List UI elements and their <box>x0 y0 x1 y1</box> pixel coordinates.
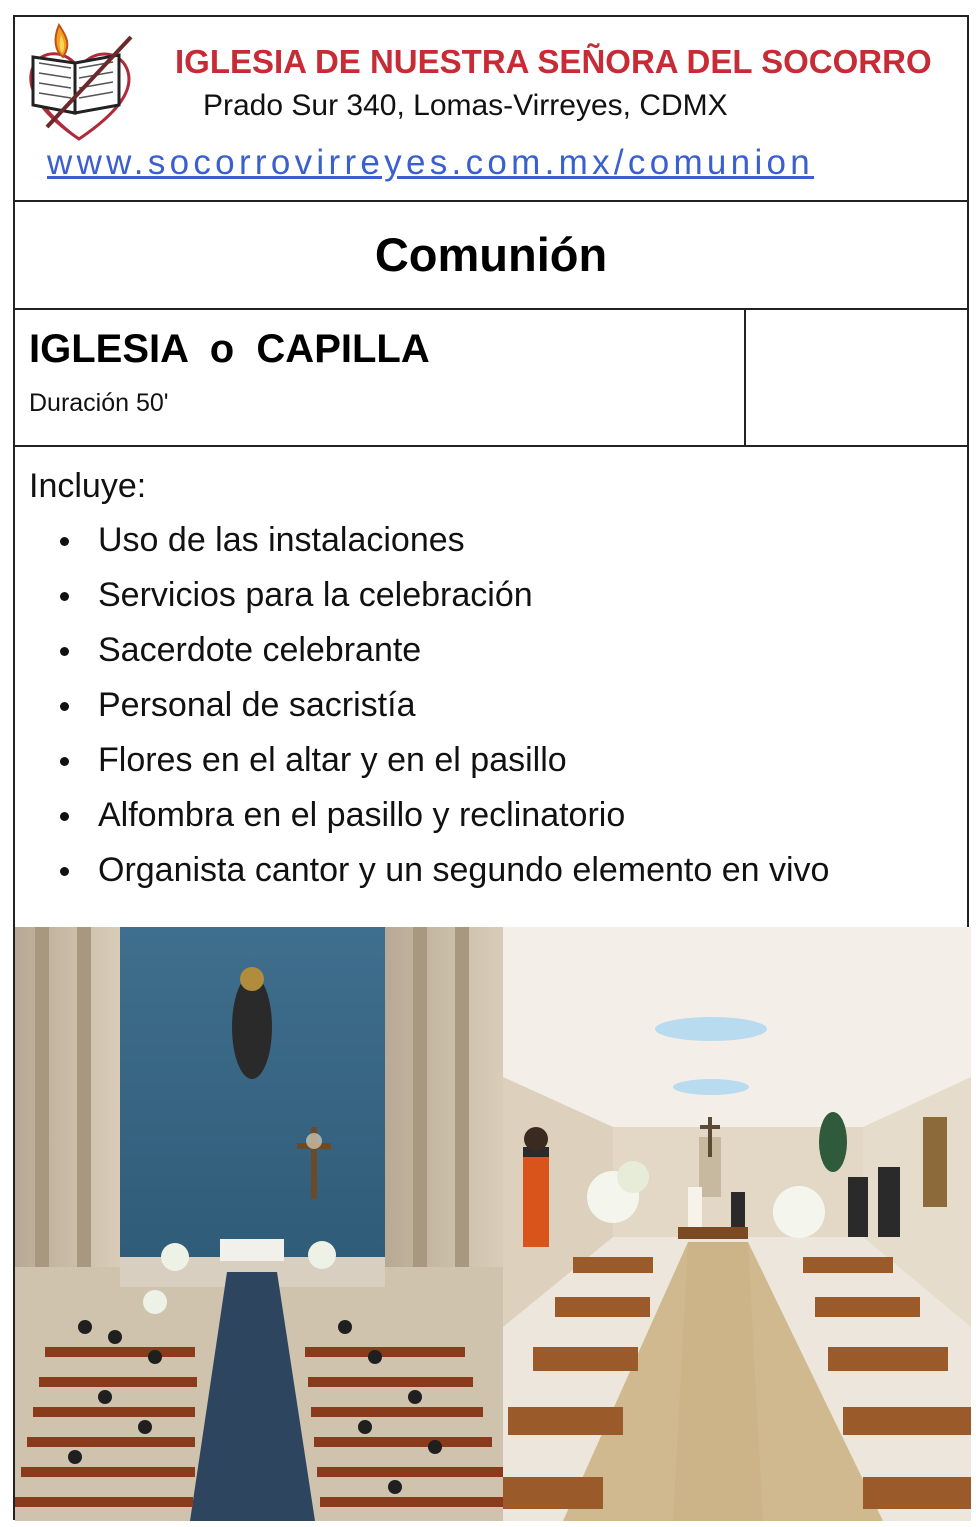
divider <box>15 445 967 447</box>
church-name: IGLESIA DE NUESTRA SEÑORA DEL SOCORRO <box>175 43 932 80</box>
bullet-icon <box>60 537 69 546</box>
website-link[interactable]: www.socorrovirreyes.com.mx/comunion <box>47 143 815 182</box>
church-address: Prado Sur 340, Lomas-Virreyes, CDMX <box>203 89 728 122</box>
flyer-sheet <box>13 15 969 1520</box>
photo-strip <box>15 927 971 1521</box>
page-title: Comunión <box>374 228 608 281</box>
list-item: Organista cantor y un segundo elemento en vivo <box>55 843 829 898</box>
bullet-icon <box>60 647 69 656</box>
bullet-icon <box>60 812 69 821</box>
list-item: Alfombra en el pasillo y reclinatorio <box>55 788 829 843</box>
includes-label: Incluye: <box>29 467 147 505</box>
bullet-icon <box>60 867 69 876</box>
list-item: Flores en el altar y en el pasillo <box>55 733 829 788</box>
chapel-interior-photo <box>503 927 971 1521</box>
church-logo-icon <box>19 17 159 147</box>
church-interior-photo <box>15 927 503 1521</box>
divider <box>15 308 967 310</box>
bullet-icon <box>60 757 69 766</box>
bullet-icon <box>60 592 69 601</box>
includes-list <box>55 513 829 898</box>
duration-text: Duración 50' <box>29 389 169 417</box>
list-item: Servicios para la celebración <box>55 568 829 623</box>
list-item: Uso de las instalaciones <box>55 513 829 568</box>
column-divider <box>744 308 746 447</box>
divider <box>15 200 967 202</box>
list-item: Personal de sacristía <box>55 678 829 733</box>
list-item: Sacerdote celebrante <box>55 623 829 678</box>
bullet-icon <box>60 702 69 711</box>
venue-heading: IGLESIA o CAPILLA <box>29 327 430 371</box>
